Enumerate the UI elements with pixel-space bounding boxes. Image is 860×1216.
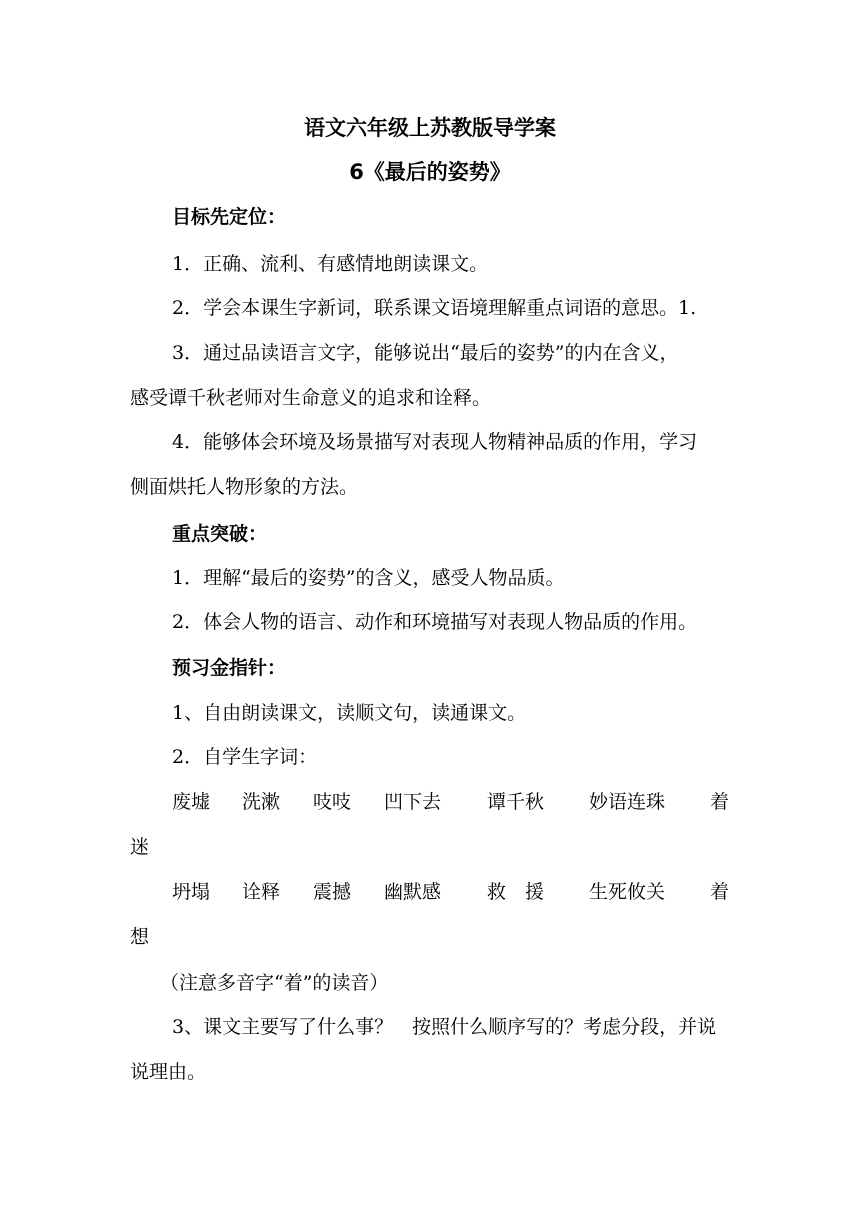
vocab-row-2-wrap: 想	[130, 926, 150, 948]
vocab-word: 妙语连珠	[589, 791, 666, 813]
goal-item-1: 1．正确、流利、有感情地朗读课文。	[172, 253, 489, 275]
key-points-heading: 重点突破：	[172, 523, 268, 545]
key-point-1: 1．理解“最后的姿势”的含义，感受人物品质。	[172, 567, 565, 589]
lesson-title: 6《最后的姿势》	[349, 160, 511, 184]
vocab-word: 诠释	[242, 881, 281, 903]
vocab-word: 救 援	[487, 881, 545, 903]
vocab-row-1-wrap: 迷	[130, 836, 150, 858]
key-point-2: 2．体会人物的语言、动作和环境描写对表现人物品质的作用。	[172, 611, 698, 633]
goal-item-2: 2．学会本课生字新词，联系课文语境理解重点词语的意思。1.	[172, 297, 697, 319]
vocab-word: 生死攸关	[589, 881, 666, 903]
vocab-word: 震撼	[313, 881, 352, 903]
preview-item-1: 1、自由朗读课文，读顺文句，读通课文。	[172, 702, 527, 724]
preview-item-3: 3、课文主要写了什么事？ 按照什么顺序写的？考虑分段，并说	[172, 1016, 717, 1038]
vocab-word: 废墟	[172, 791, 211, 813]
goal-item-4-cont: 侧面烘托人物形象的方法。	[130, 476, 359, 498]
vocab-word: 凹下去	[384, 791, 442, 813]
goal-item-3-cont: 感受谭千秋老师对生命意义的追求和诠释。	[130, 387, 492, 409]
vocab-row-2	[172, 880, 730, 904]
vocab-word: 谭千秋	[487, 791, 545, 813]
vocab-word: 着	[710, 881, 730, 903]
polyphone-note: （注意多音字“着”的读音）	[160, 972, 389, 994]
goals-heading: 目标先定位：	[172, 206, 287, 228]
goal-item-3: 3．通过品读语言文字，能够说出“最后的姿势”的内在含义，	[172, 342, 679, 364]
vocab-word: 洗漱	[242, 791, 281, 813]
preview-item-2: 2．自学生字词：	[172, 746, 318, 768]
document-title: 语文六年级上苏教版导学案	[304, 116, 556, 140]
preview-item-3-cont: 说理由。	[130, 1061, 207, 1083]
vocab-word: 坍塌	[172, 881, 211, 903]
vocab-word: 吱吱	[313, 791, 352, 813]
vocab-word: 着	[710, 791, 730, 813]
preview-heading: 预习金指针：	[172, 657, 287, 679]
vocab-row-1	[172, 790, 730, 814]
goal-item-4: 4．能够体会环境及场景描写对表现人物精神品质的作用，学习	[172, 431, 698, 453]
vocab-word: 幽默感	[384, 881, 442, 903]
